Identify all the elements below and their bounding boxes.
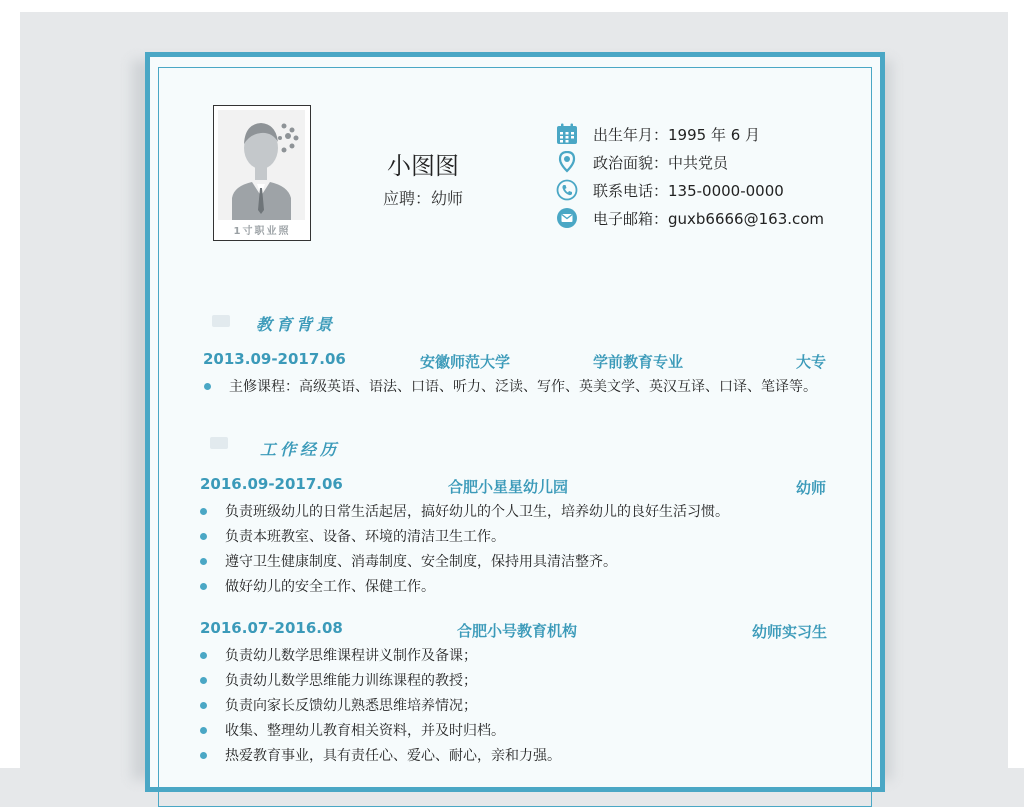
section-marker (212, 315, 230, 327)
job-1-duty-text: 遵守卫生健康制度、消毒制度、安全制度，保持用具清洁整齐。 (225, 554, 617, 570)
job-2-role: 幼师实习生 (752, 623, 828, 641)
info-politics-text: 政治面貌：中共党员 (593, 153, 729, 172)
person-silhouette-icon (214, 106, 309, 239)
bullet-dot (200, 533, 207, 540)
job-2-duty-text: 热爱教育事业，具有责任心、爱心、耐心，亲和力强。 (225, 748, 561, 764)
calendar-icon (555, 122, 579, 146)
job-2-duty (200, 695, 477, 715)
edu-period: 2013.09-2017.06 (203, 350, 346, 368)
job-2-period: 2016.07-2016.08 (200, 619, 343, 637)
section-title-education: 教育背景 (256, 315, 337, 334)
background-top (0, 0, 1024, 12)
photo-frame (213, 105, 311, 241)
edu-courses-text: 主修课程：高级英语、语法、口语、听力、泛读、写作、英美文学、英汉互译、口译、笔译等。 (229, 379, 817, 395)
job-1-duty-text: 负责本班教室、设备、环境的清洁卫生工作。 (225, 529, 505, 545)
info-email-text: 电子邮箱：guxb6666@163.com (593, 209, 825, 228)
background-left (0, 0, 20, 768)
candidate-name: 小图图 (387, 152, 459, 180)
job-2-duty (200, 745, 561, 765)
info-birth (555, 122, 760, 146)
info-birth-text: 出生年月：1995 年 6 月 (593, 125, 761, 144)
job-2-company: 合肥小号教育机构 (457, 622, 578, 640)
job-2-duty-text: 收集、整理幼儿教育相关资料，并及时归档。 (225, 723, 505, 739)
section-marker (210, 437, 228, 449)
location-pin-icon (555, 150, 579, 174)
job-2-duty (200, 720, 505, 740)
bullet-dot (200, 727, 207, 734)
bullet-dot (200, 702, 207, 709)
job-1-duty-text: 负责班级幼儿的日常生活起居，搞好幼儿的个人卫生，培养幼儿的良好生活习惯。 (225, 504, 729, 520)
info-email (555, 206, 824, 230)
job-1-duty (200, 526, 505, 546)
phone-icon (555, 178, 579, 202)
job-1-duty (200, 551, 617, 571)
edu-school: 安徽师范大学 (420, 353, 511, 371)
info-phone-text: 联系电话：135-0000-0000 (593, 181, 784, 200)
section-title-work: 工作经历 (260, 440, 341, 459)
bullet-dot (200, 508, 207, 515)
job-2-duty-text: 负责幼儿数学思维能力训练课程的教授； (225, 673, 477, 689)
job-2-duty-text: 负责向家长反馈幼儿熟悉思维培养情况； (225, 698, 477, 714)
job-1-period: 2016.09-2017.06 (200, 475, 343, 493)
applied-position: 应聘：幼师 (382, 189, 463, 208)
bullet-dot (200, 752, 207, 759)
job-2-duty-text: 负责幼儿数学思维课程讲义制作及备课； (225, 648, 477, 664)
bullet-dot (200, 652, 207, 659)
bullet-dot (200, 677, 207, 684)
bullet-dot (200, 583, 207, 590)
job-1-role: 幼师 (796, 479, 827, 497)
edu-courses (204, 376, 817, 396)
job-1-duty (200, 501, 729, 521)
info-phone (555, 178, 784, 202)
info-politics (555, 150, 728, 174)
bullet-dot (200, 558, 207, 565)
photo-caption: 1寸职业照 (233, 226, 291, 237)
job-2-duty (200, 670, 477, 690)
job-1-duty-text: 做好幼儿的安全工作、保健工作。 (225, 579, 435, 595)
mail-icon (555, 206, 579, 230)
edu-degree: 大专 (796, 353, 827, 371)
background-right (1008, 0, 1024, 768)
job-1-duty (200, 576, 435, 596)
job-2-duty (200, 645, 477, 665)
edu-major: 学前教育专业 (593, 353, 684, 371)
bullet-dot (204, 383, 211, 390)
job-1-company: 合肥小星星幼儿园 (448, 478, 569, 496)
